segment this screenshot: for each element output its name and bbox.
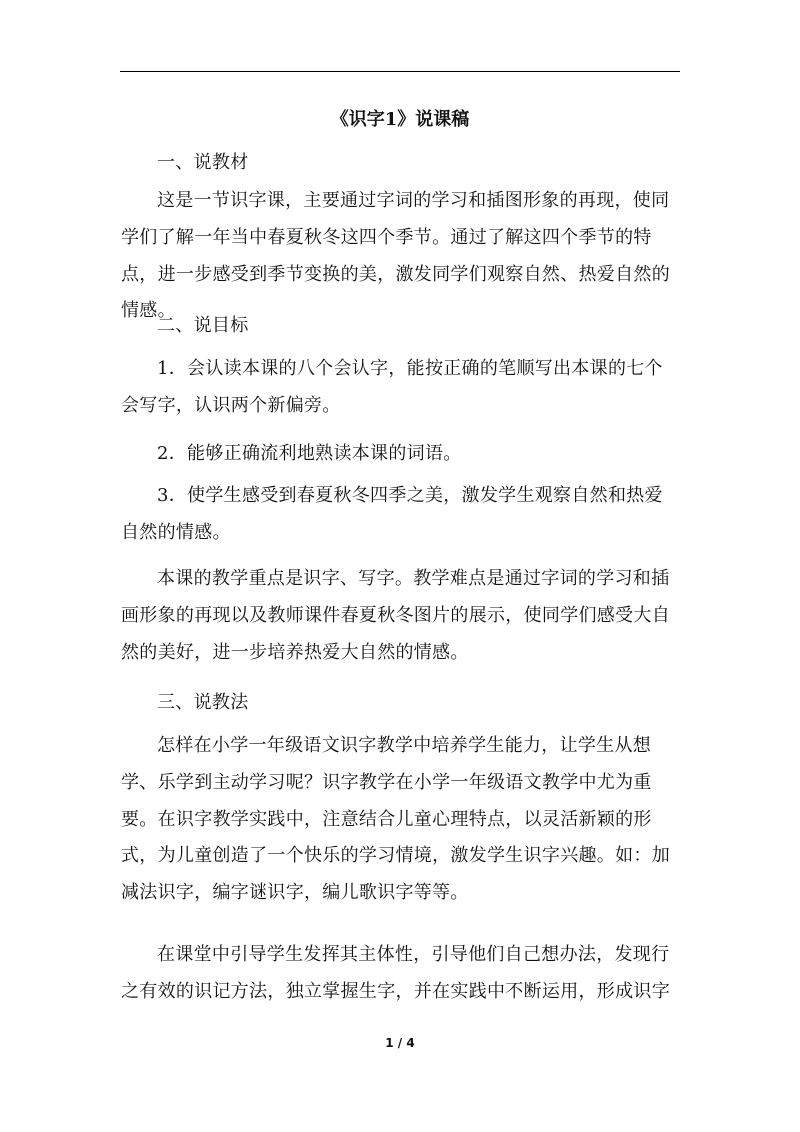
goal-item-1: 1．会认读本课的八个会认字，能按正确的笔顺写出本课的七个会写字，认识两个新偏旁。 <box>121 358 663 416</box>
paragraph-teaching-methods: 怎样在小学一年级语文识字教学中培养学生能力，让学生从想学、乐学到主动学习呢？识字教学在小学一年级语文教学中尤为重要。在识字教学实践中，注意结合儿童心理特点，以灵活新颖的形式，为儿童创造了一个快乐的学习情境，激发学生识字兴趣。如：加减法识字，编字谜识字，编儿歌识字等等。 <box>121 735 670 904</box>
header-rule <box>120 71 680 72</box>
paragraph-classroom-practice: 在课堂中引导学生发挥其主体性，引导他们自己想办法，发现行之有效的识记方法，独立掌握生字，并在实践中不断运用，形成识字 <box>121 944 670 1002</box>
paragraph-key-points: 本课的教学重点是识字、写字。教学难点是通过字词的学习和插画形象的再现以及教师课件春夏秋冬图片的展示，使同学们感受大自然的美好，进一步培养热爱大自然的情感。 <box>121 568 670 663</box>
page-number: 1 / 4 <box>385 1036 415 1050</box>
goal-item-3: 3．使学生感受到春夏秋冬四季之美，激发学生观察自然和热爱自然的情感。 <box>121 485 663 543</box>
section-heading-goals: 二、说目标 <box>157 315 249 336</box>
section-heading-methods: 三、说教法 <box>157 692 249 713</box>
document-title: 《识字1》说课稿 <box>330 109 470 130</box>
goal-item-2: 2．能够正确流利地熟读本课的词语。 <box>157 443 462 464</box>
paragraph-textbook-description: 这是一节识字课，主要通过字词的学习和插图形象的再现，使同学们了解一年当中春夏秋冬这四个季节。通过了解这四个季节的特点，进一步感受到季节变换的美，激发同学们观察自然、热爱自然的情感。 <box>121 190 670 322</box>
section-heading-textbook: 一、说教材 <box>157 152 249 173</box>
